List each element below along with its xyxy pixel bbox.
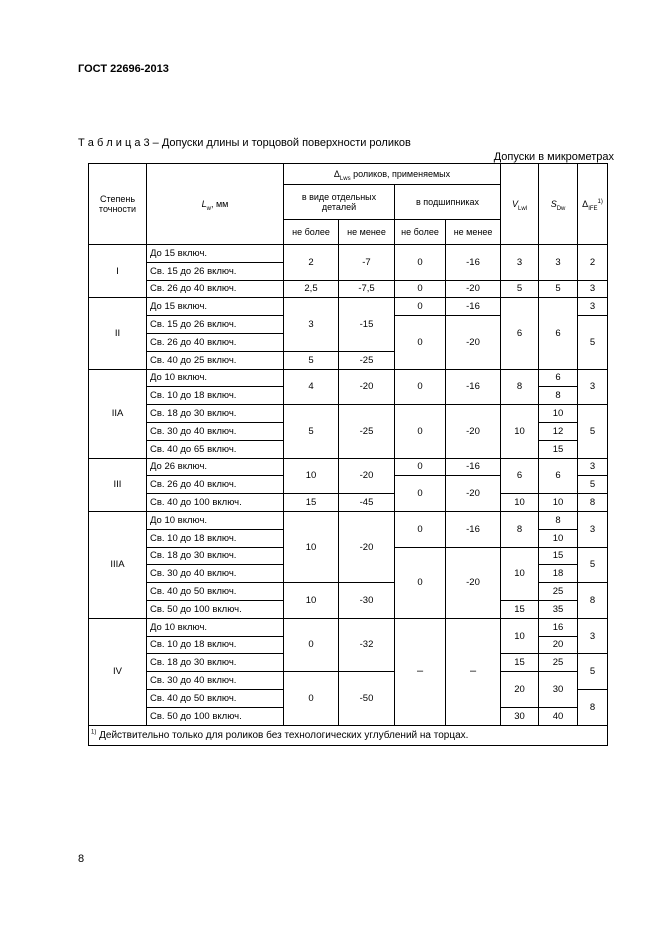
table-row bbox=[89, 494, 608, 512]
length-cell: Св. 26 до 40 включ. bbox=[147, 280, 284, 298]
value-cell: 5 bbox=[578, 316, 608, 369]
value-cell: -20 bbox=[446, 280, 501, 298]
value-cell: 2,5 bbox=[284, 280, 339, 298]
value-cell: -20 bbox=[446, 405, 501, 458]
footnote-row bbox=[89, 725, 608, 745]
table-row bbox=[89, 672, 608, 690]
table-row bbox=[89, 245, 608, 263]
value-cell: 0 bbox=[395, 476, 446, 512]
value-cell: 25 bbox=[539, 583, 578, 601]
value-cell: 20 bbox=[539, 636, 578, 654]
value-cell: 16 bbox=[539, 618, 578, 636]
length-cell: Св. 15 до 26 включ. bbox=[147, 262, 284, 280]
table-row bbox=[89, 405, 608, 423]
value-cell: 10 bbox=[501, 547, 539, 600]
value-cell: 15 bbox=[539, 547, 578, 565]
header-grade: Степень точности bbox=[89, 164, 147, 245]
value-cell: 6 bbox=[501, 298, 539, 369]
value-cell: -30 bbox=[339, 583, 395, 619]
value-cell: 5 bbox=[539, 280, 578, 298]
value-cell: -25 bbox=[339, 405, 395, 458]
document-code: ГОСТ 22696-2013 bbox=[78, 63, 169, 75]
value-cell: -50 bbox=[339, 672, 395, 725]
value-cell: 5 bbox=[578, 405, 608, 458]
value-cell: 0 bbox=[284, 618, 339, 671]
value-cell: 0 bbox=[395, 280, 446, 298]
value-cell: – bbox=[446, 618, 501, 725]
value-cell: 5 bbox=[501, 280, 539, 298]
value-cell: -20 bbox=[446, 476, 501, 512]
value-cell: 3 bbox=[539, 245, 578, 281]
value-cell: 3 bbox=[578, 458, 608, 476]
value-cell: 8 bbox=[539, 387, 578, 405]
header-not-less: не менее bbox=[446, 220, 501, 245]
length-cell: Св. 40 до 25 включ. bbox=[147, 351, 284, 369]
table-row bbox=[89, 280, 608, 298]
value-cell: 5 bbox=[578, 476, 608, 494]
value-cell: 15 bbox=[501, 600, 539, 618]
grade-cell: III bbox=[89, 458, 147, 511]
length-cell: Св. 10 до 18 включ. bbox=[147, 636, 284, 654]
header-as-parts: в виде отдельных деталей bbox=[284, 185, 395, 220]
grade-cell: IV bbox=[89, 618, 147, 725]
length-cell: Св. 40 до 65 включ. bbox=[147, 440, 284, 458]
table-caption: Т а б л и ц а 3 – Допуски длины и торцовой поверхности роликов bbox=[78, 137, 411, 149]
value-cell: -25 bbox=[339, 351, 395, 369]
length-cell: Св. 10 до 18 включ. bbox=[147, 387, 284, 405]
units-note: Допуски в микрометрах bbox=[493, 151, 614, 163]
length-cell: До 15 включ. bbox=[147, 298, 284, 316]
value-cell: -15 bbox=[339, 298, 395, 351]
table-footnote: $^{1)}$ Действительно только для роликов без технологических углублений на торцах. bbox=[89, 725, 608, 745]
table-row bbox=[89, 369, 608, 387]
value-cell: 8 bbox=[578, 689, 608, 725]
value-cell: -16 bbox=[446, 245, 501, 281]
length-cell: Св. 10 до 18 включ. bbox=[147, 529, 284, 547]
value-cell: 0 bbox=[284, 672, 339, 725]
value-cell: 20 bbox=[501, 672, 539, 708]
length-cell: Св. 18 до 30 включ. bbox=[147, 654, 284, 672]
table-row bbox=[89, 298, 608, 316]
value-cell: 18 bbox=[539, 565, 578, 583]
value-cell: 15 bbox=[539, 440, 578, 458]
value-cell: 0 bbox=[395, 316, 446, 369]
value-cell: 2 bbox=[284, 245, 339, 281]
header-delta-group: $\Delta_{Lws}$ роликов, применяемых bbox=[284, 164, 501, 185]
value-cell: 2 bbox=[578, 245, 608, 281]
value-cell: 15 bbox=[501, 654, 539, 672]
header-delta-ife: $\Delta_{IFE}^{1)}$ bbox=[578, 164, 608, 245]
value-cell: 10 bbox=[539, 494, 578, 512]
value-cell: 3 bbox=[578, 618, 608, 654]
value-cell: 6 bbox=[539, 458, 578, 494]
value-cell: 10 bbox=[284, 583, 339, 619]
page-number: 8 bbox=[78, 853, 85, 865]
value-cell: 6 bbox=[539, 369, 578, 387]
value-cell: 30 bbox=[501, 707, 539, 725]
value-cell: -16 bbox=[446, 369, 501, 405]
header-s: $S_{Dw}$ bbox=[539, 164, 578, 245]
value-cell: 3 bbox=[284, 298, 339, 351]
value-cell: – bbox=[395, 618, 446, 725]
length-cell: Св. 40 до 50 включ. bbox=[147, 689, 284, 707]
value-cell: 0 bbox=[395, 369, 446, 405]
length-cell: Св. 40 до 50 включ. bbox=[147, 583, 284, 601]
value-cell: 8 bbox=[578, 494, 608, 512]
value-cell: 0 bbox=[395, 458, 446, 476]
value-cell: 10 bbox=[539, 529, 578, 547]
length-cell: Св. 50 до 100 включ. bbox=[147, 707, 284, 725]
value-cell: 3 bbox=[578, 511, 608, 547]
length-cell: Св. 15 до 26 включ. bbox=[147, 316, 284, 334]
grade-cell: IIA bbox=[89, 369, 147, 458]
table-row bbox=[89, 618, 608, 636]
value-cell: -45 bbox=[339, 494, 395, 512]
value-cell: 0 bbox=[395, 547, 446, 618]
value-cell: 8 bbox=[501, 369, 539, 405]
header-not-more: не более bbox=[395, 220, 446, 245]
length-cell: До 10 включ. bbox=[147, 511, 284, 529]
header-not-less: не менее bbox=[339, 220, 395, 245]
value-cell: -32 bbox=[339, 618, 395, 671]
value-cell: -20 bbox=[339, 369, 395, 405]
value-cell: 10 bbox=[501, 618, 539, 654]
tolerance-table bbox=[88, 163, 608, 746]
length-cell: Св. 26 до 40 включ. bbox=[147, 333, 284, 351]
value-cell: 40 bbox=[539, 707, 578, 725]
value-cell: -20 bbox=[446, 547, 501, 618]
length-cell: Св. 26 до 40 включ. bbox=[147, 476, 284, 494]
header-v: $V_{Lwl}$ bbox=[501, 164, 539, 245]
value-cell: 35 bbox=[539, 600, 578, 618]
length-cell: Св. 18 до 30 включ. bbox=[147, 547, 284, 565]
header-in-bearings: в подшипниках bbox=[395, 185, 501, 220]
value-cell: 10 bbox=[284, 458, 339, 494]
value-cell: 10 bbox=[539, 405, 578, 423]
grade-cell: I bbox=[89, 245, 147, 298]
value-cell: 3 bbox=[578, 369, 608, 405]
length-cell: Св. 50 до 100 включ. bbox=[147, 600, 284, 618]
value-cell: -20 bbox=[339, 458, 395, 494]
value-cell: 5 bbox=[284, 405, 339, 458]
header-length: $L_w$, мм bbox=[147, 164, 284, 245]
table-row bbox=[89, 458, 608, 476]
value-cell: 0 bbox=[395, 245, 446, 281]
header-not-more: не более bbox=[284, 220, 339, 245]
value-cell: 0 bbox=[395, 511, 446, 547]
value-cell: 12 bbox=[539, 422, 578, 440]
table-row bbox=[89, 511, 608, 529]
value-cell: -20 bbox=[446, 316, 501, 369]
value-cell: -16 bbox=[446, 511, 501, 547]
value-cell: 6 bbox=[501, 458, 539, 494]
grade-cell: II bbox=[89, 298, 147, 369]
value-cell: 8 bbox=[501, 511, 539, 547]
value-cell: 8 bbox=[539, 511, 578, 529]
grade-cell: IIIA bbox=[89, 511, 147, 618]
value-cell: 5 bbox=[578, 654, 608, 690]
value-cell: 30 bbox=[539, 672, 578, 708]
value-cell: 5 bbox=[284, 351, 339, 369]
length-cell: До 10 включ. bbox=[147, 369, 284, 387]
value-cell: 6 bbox=[539, 298, 578, 369]
value-cell: 8 bbox=[578, 583, 608, 619]
value-cell: -16 bbox=[446, 458, 501, 476]
value-cell: 10 bbox=[501, 405, 539, 458]
length-cell: До 10 включ. bbox=[147, 618, 284, 636]
value-cell: 5 bbox=[578, 547, 608, 583]
value-cell: 3 bbox=[501, 245, 539, 281]
value-cell: -20 bbox=[339, 511, 395, 582]
value-cell: 3 bbox=[578, 298, 608, 316]
value-cell: 3 bbox=[578, 280, 608, 298]
value-cell: 0 bbox=[395, 405, 446, 458]
length-cell: Св. 30 до 40 включ. bbox=[147, 672, 284, 690]
length-cell: До 15 включ. bbox=[147, 245, 284, 263]
length-cell: Св. 30 до 40 включ. bbox=[147, 565, 284, 583]
value-cell: -7,5 bbox=[339, 280, 395, 298]
value-cell: -16 bbox=[446, 298, 501, 316]
length-cell: Св. 30 до 40 включ. bbox=[147, 422, 284, 440]
value-cell: 25 bbox=[539, 654, 578, 672]
length-cell: До 26 включ. bbox=[147, 458, 284, 476]
value-cell: 4 bbox=[284, 369, 339, 405]
value-cell: 0 bbox=[395, 298, 446, 316]
value-cell: 15 bbox=[284, 494, 339, 512]
length-cell: Св. 18 до 30 включ. bbox=[147, 405, 284, 423]
length-cell: Св. 40 до 100 включ. bbox=[147, 494, 284, 512]
value-cell: -7 bbox=[339, 245, 395, 281]
value-cell: 10 bbox=[501, 494, 539, 512]
value-cell: 10 bbox=[284, 511, 339, 582]
